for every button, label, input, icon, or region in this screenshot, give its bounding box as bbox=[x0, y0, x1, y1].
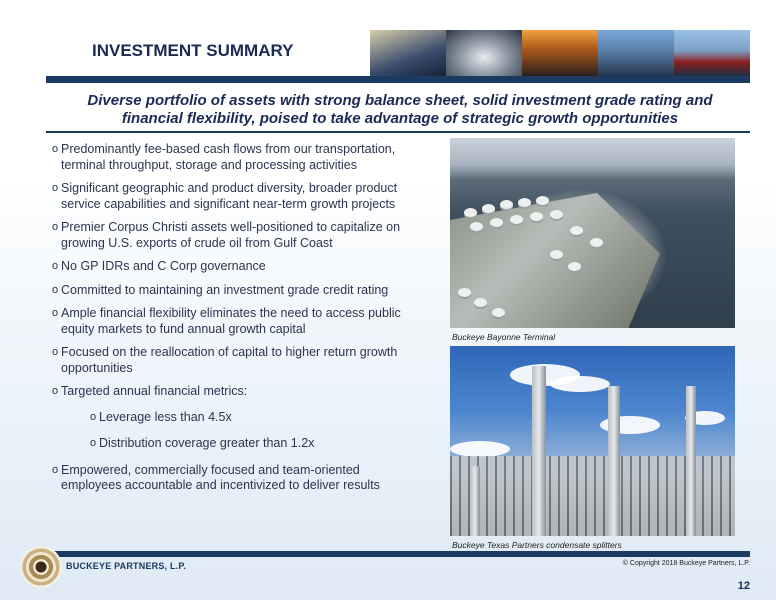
bullet-marker: o bbox=[52, 346, 59, 358]
bullet-item bbox=[52, 283, 422, 299]
photo-storage-tanks bbox=[598, 30, 674, 76]
bullet-text: Committed to maintaining an investment grade credit rating bbox=[61, 282, 389, 297]
storage-tank-icon bbox=[536, 196, 549, 205]
photo-refinery-sunset bbox=[522, 30, 598, 76]
bullet-text: Predominantly fee-based cash flows from our transportation, terminal throughput, storage and processing activities bbox=[61, 142, 396, 172]
bullet-item bbox=[52, 384, 422, 400]
header-photo-strip bbox=[370, 30, 750, 76]
storage-tank-icon bbox=[492, 308, 505, 317]
storage-tank-icon bbox=[490, 218, 503, 227]
sub-bullet-item bbox=[52, 436, 422, 452]
bullet-item bbox=[52, 181, 422, 212]
storage-tank-icon bbox=[550, 250, 563, 259]
texas-caption: Buckeye Texas Partners condensate splitters bbox=[452, 540, 622, 550]
header-divider-bar bbox=[46, 76, 750, 83]
distillation-tower-icon bbox=[686, 386, 696, 536]
sub-bullet-item bbox=[52, 410, 422, 426]
storage-tank-icon bbox=[464, 208, 477, 217]
storage-tank-icon bbox=[482, 204, 495, 213]
photo-tank-farm bbox=[446, 30, 522, 76]
bullet-marker: o bbox=[90, 410, 97, 423]
distillation-tower-icon bbox=[608, 386, 620, 536]
storage-tank-icon bbox=[570, 226, 583, 235]
photo-tanker-ship bbox=[674, 30, 750, 76]
bullet-marker: o bbox=[52, 260, 59, 272]
bullet-text: Targeted annual financial metrics: bbox=[61, 384, 248, 398]
bullet-item bbox=[52, 220, 422, 251]
bullet-item bbox=[52, 142, 422, 173]
subtitle bbox=[50, 92, 750, 128]
storage-tank-icon bbox=[474, 298, 487, 307]
bayonne-terminal-photo bbox=[450, 138, 735, 328]
subtitle-divider bbox=[46, 131, 750, 133]
bullet-item bbox=[52, 345, 422, 376]
bullet-marker: o bbox=[52, 283, 59, 296]
storage-tank-icon bbox=[530, 212, 543, 221]
sub-bullet-text: Leverage less than 4.5x bbox=[99, 409, 232, 424]
bullet-marker: o bbox=[52, 463, 59, 476]
bullet-item bbox=[52, 259, 422, 275]
bullet-text: Empowered, commercially focused and team-oriented employees accountable and incentivized to deliver results bbox=[61, 462, 380, 492]
storage-tank-icon bbox=[458, 288, 471, 297]
cloud-shape bbox=[550, 376, 610, 392]
storage-tank-icon bbox=[568, 262, 581, 271]
bullet-marker: o bbox=[52, 307, 59, 319]
sub-bullet-text: Distribution coverage greater than 1.2x bbox=[99, 436, 315, 450]
cloud-shape bbox=[450, 441, 510, 457]
distillation-tower-icon bbox=[470, 466, 480, 536]
bullet-marker: o bbox=[52, 182, 59, 194]
buckeye-logo-icon bbox=[20, 546, 62, 588]
company-name: BUCKEYE PARTNERS, L.P. bbox=[66, 561, 187, 571]
page-title: INVESTMENT SUMMARY bbox=[92, 41, 294, 60]
distillation-tower-icon bbox=[532, 366, 546, 536]
copyright-text: © Copyright 2018 Buckeye Partners, L.P. bbox=[622, 560, 750, 567]
storage-tank-icon bbox=[590, 238, 603, 247]
footer-divider-bar bbox=[46, 551, 750, 557]
bullet-item bbox=[52, 463, 422, 494]
photo-pipeline-worker bbox=[370, 30, 446, 76]
storage-tank-icon bbox=[550, 210, 563, 219]
bullet-list bbox=[52, 142, 422, 502]
subtitle-line-2: financial flexibility, poised to take advantage of strategic growth opportunities bbox=[121, 110, 679, 127]
bullet-marker: o bbox=[52, 221, 59, 233]
bullet-text: Significant geographic and product diversity, broader product service capabilities and significant near-term growth projects bbox=[61, 181, 398, 211]
bullet-marker: o bbox=[52, 143, 59, 155]
page-number: 12 bbox=[737, 580, 750, 592]
bullet-text: Ample financial flexibility eliminates the need to access public equity markets to fund annual growth capital bbox=[61, 306, 401, 336]
storage-tank-icon bbox=[518, 198, 531, 207]
bullet-text: Premier Corpus Christi assets well-positioned to capitalize on growing U.S. exports of crude oil from Gulf Coast bbox=[61, 220, 401, 250]
bullet-text: No GP IDRs and C Corp governance bbox=[61, 259, 266, 273]
bayonne-caption: Buckeye Bayonne Terminal bbox=[452, 332, 556, 342]
storage-tank-icon bbox=[500, 200, 513, 209]
storage-tank-icon bbox=[510, 215, 523, 224]
bullet-marker: o bbox=[52, 385, 59, 397]
bullet-marker: o bbox=[90, 437, 97, 449]
bullet-item bbox=[52, 306, 422, 337]
subtitle-line-1: Diverse portfolio of assets with strong balance sheet, solid investment grade rating and bbox=[87, 92, 713, 109]
texas-splitters-photo bbox=[450, 346, 735, 536]
storage-tank-icon bbox=[470, 222, 483, 231]
bullet-text: Focused on the reallocation of capital to higher return growth opportunities bbox=[61, 345, 398, 375]
